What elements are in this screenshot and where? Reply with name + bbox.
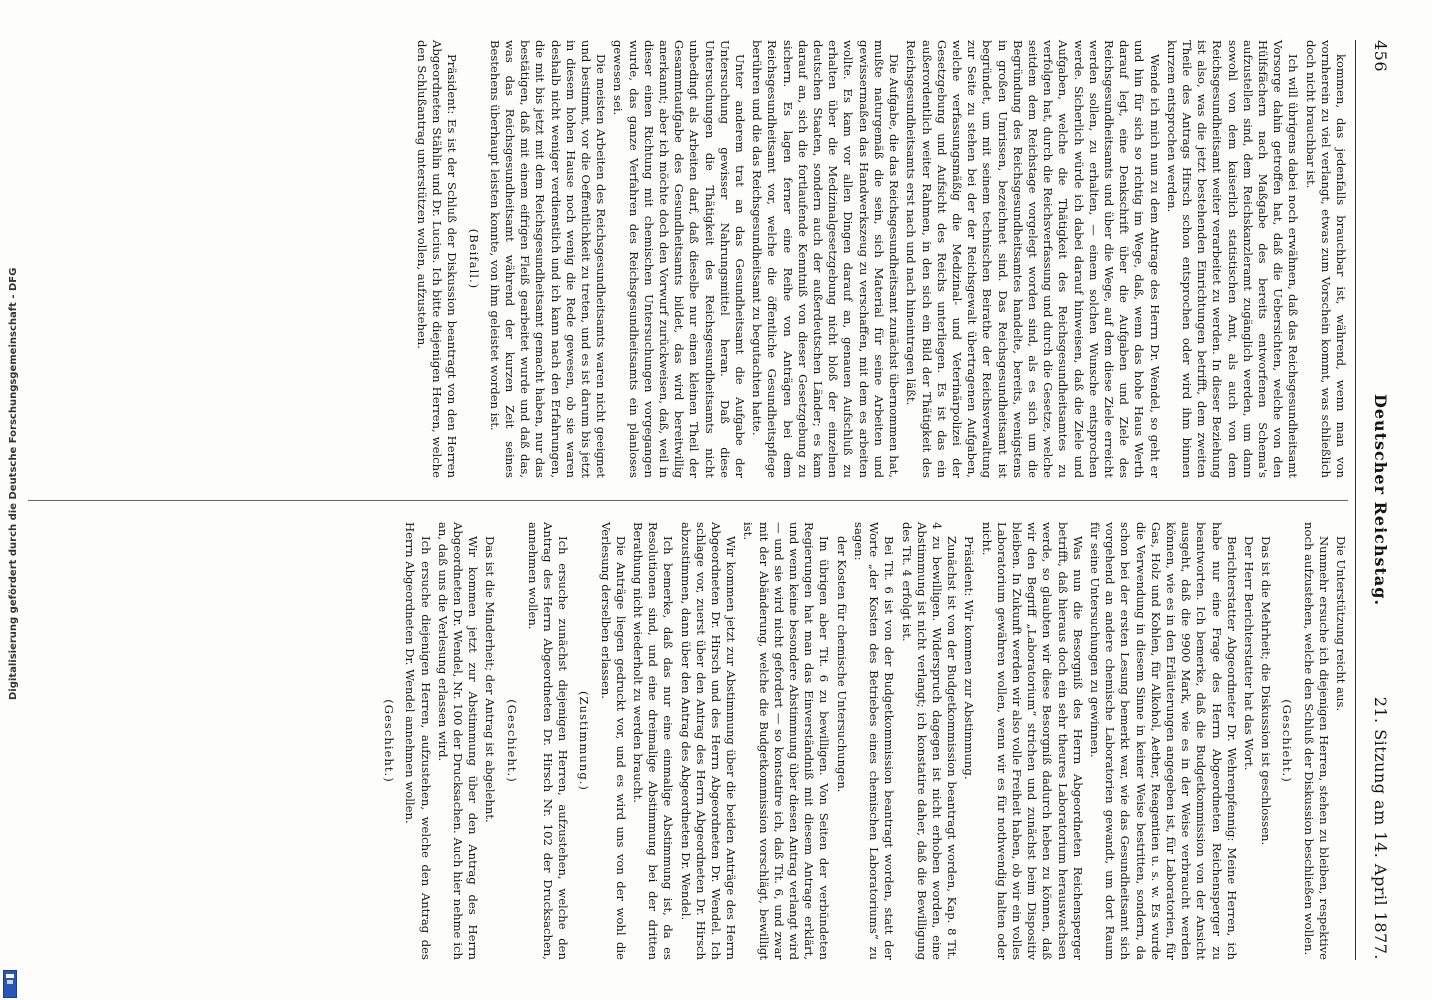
paragraph: Berichterstatter Abgeordneter Dr. Wehrenpfennig: Meine Herren, ich habe nur eine Frage des Herrn Abgeordneten Reichensperger zu beantworten. Ich bemerke, daß die Budgetkommission von der Ansicht ausgeht, daß die 9900 Mark, wie es in der Weise verbraucht werden können, wie es in den Erläuterungen angegeben ist, für Laboratorien, für Gas, Holz und Kohlen, für Alkohol, Aether, Reagentien u. s. w. Es wurde die Verwendung in diesem Sinne in keiner Weise bestritten, sondern, da schon bei der ersten Lesung bemerkt war, wie das Gesundheitsamt sich vorgehend an andere chemische Laboratorien gewandt, um dort Raum für seine Untersuchungen zu gewinnen. — [1087, 522, 1239, 960]
stage-direction: (Geschieht.) — [1280, 699, 1295, 783]
stage-direction: (Geschieht.) — [504, 699, 519, 783]
publication-title: Deutscher Reichstag. — [1371, 393, 1390, 607]
paragraph: Im übrigen aber Tit. 6 zu bewilligen. Von Seiten der verbündeten Regierungen hat man das Einverständniß mit diesem Antrage erklärt, und wenn keine besondere Abstimmung über diesen Antrag verlangt wird — und sie wird nicht gefordert — so konstatire ich, daß Tit. 6, und zwar mit der Abänderung, welche die Budgetkommission vorschlägt, bewilligt ist. — [741, 522, 832, 960]
paragraph: Zunächst ist von der Budgetkommission beantragt worden, Kap. 8 Tit. 4 zu bewilligen. Widerspruch dagegen ist nicht erhoben worden, eine Abstimmung ist nicht verlangt; ich konstatire daher, daß die Bewilligung des Tit. 4 erfolgt ist. — [899, 522, 960, 960]
stage-direction: (Zustimmung.) — [577, 691, 592, 791]
dfg-logo — [3, 970, 17, 998]
left-text-column — [412, 40, 1348, 478]
paragraph: Wir kommen jetzt zur Abstimmung über den Antrag des Herrn Abgeordneten Dr. Wendel, Nr. 100 der Drucksachen. Auch hier nehme ich an, daß uns die Verlesung erlassen wird. — [435, 522, 481, 960]
digitization-credit: Digitalisierung gefördert durch die Deutsche Forschungsgemeinschaft - DFG — [8, 267, 19, 700]
paragraph: Die Aufgabe, die das Reichsgesundheitsamt zunächst übernommen hat, mußte naturgemäß die sein, sich Material für seine Arbeiten und gewissermaßen das Handwerkszeug zu verschaffen, mit dem es arbeiten wollte. Es kam vor allen Dingen darauf an, genauen Aufschluß zu erhalten über die Medizinalgesetzgebung nicht bloß der einzelnen deutschen Staaten, sondern auch der außerdeutschen Länder; es kam darauf an, sich die fortlaufende Kenntniß von dieser Gesetzgebung zu sichern. Es lagen ferner eine Reihe von Anträgen bei dem Reichsgesundheitsamt vor, welche die öffentliche Gesundheitspflege berühren und die das Reichsgesundheitsamt zu begutachten hatte. — [750, 40, 902, 478]
page-header — [1356, 40, 1390, 960]
paragraph: Präsident: Es ist der Schluß der Diskussion beantragt von den Herren Abgeordneten Stählin und Dr. Lucius. Ich bitte diejenigen Herren, welche den Schlußantrag unterstützen wollen, aufzustehen. — [415, 40, 460, 478]
paragraph: Ich ersuche diejenigen Herren, aufzustehen, welche den Antrag des Herrn Abgeordneten Dr. Wendel annehmen wollen. — [403, 522, 433, 960]
paragraph: Wende ich mich nun zu dem Antrage des Herrn Dr. Wendel, so geht er und hin für sich so richtig im Wege, daß, wenn das hohe Haus Werth darauf legt, eine Denkschrift über die Aufgaben und Ziele des Reichsgesundheitsamts und über die Wege, auf dem diese Ziele erreicht werden sollen, zu erhalten, — einem solchen Wunsche entsprochen werde. Sicherlich würde ich dabei darauf hinweisen, daß die Ziele und Aufgaben, welche die Thätigkeit des Reichsgesundheitsamtes zu verfolgen hat, durch die Reichsverfassung und durch die Gesetze, welche seitdem dem Reichstage vorgelegt worden sind, als es sich um die Begründung des Reichsgesundheitsamtes handelte, bereits, wenigstens in großen Umrissen, bezeichnet sind. Das Reichsgesundheitsamt ist begründet, um mit seinem technischen Beirathe der Reichsverwaltung zur Seite zu stehen bei der der Reichsgewalt übertragenen Aufgaben, welche verfassungsmäßig die Medizinal- und Veterinärpolizei der Gesetzgebung und Aufsicht des Reichs unterliegen. Es ist das ein außerordentlich weiter Rahmen, in den sich ein Bild der Thätigkeit des Reichsgesundheitsamts erst nach und nach hineintragen läßt. — [904, 40, 1162, 478]
paragraph: Was nun die Besorgniß des Herrn Abgeordneten Reichensperger betrifft, daß hieraus doch ein sehr theures Laboratorium herauswachsen werde, so glaubten wir diese Besorgniß dadurch heben zu können, daß wir den Begriff „Laboratorium“ strichen und zunächst beim Dispositiv bleiben. In Zukunft werden wir also volle Freiheit haben, ob wir ein volles Laboratorium gewähren wollen, wenn wir es für nothwendig halten oder nicht. — [979, 522, 1085, 960]
stage-direction: (Beifall.) — [466, 228, 481, 290]
paragraph: Wir kommen jetzt zur Abstimmung über die beiden Anträge des Herrn Abgeordneten Dr. Hirsch und des Herrn Abgeordneten Dr. Wendel. Ich schlage vor, zuerst über den Antrag des Herrn Abgeordneten Dr. Hirsch abzustimmen, dann über den Antrag des Abgeordneten Dr. Wendel. — [678, 522, 739, 960]
page-number: 456 — [1371, 40, 1390, 73]
column-divider — [28, 500, 1348, 501]
paragraph: Nunmehr ersuche ich diejenigen Herren, stehen zu bleiben, respektive noch aufzustehen, welche den Schluß der Diskussion beschließen wollen. — [1301, 522, 1331, 960]
paragraph: Das ist die Mehrheit; die Diskussion ist geschlossen. — [1259, 536, 1274, 846]
paragraph: Ich bemerke, daß das nur eine einmalige Abstimmung ist, da es Resolutionen sind, und eine dreimalige Abstimmung bei der dritten Berathung nicht wiederholt zu werden braucht. — [631, 522, 676, 960]
paragraph: Der Herr Berichterstatter hat das Wort. — [1241, 536, 1256, 771]
paragraph: der Kosten für chemische Untersuchungen. — [834, 536, 849, 793]
paragraph: Das ist die Minderheit; der Antrag ist abgelehnt. — [483, 536, 498, 823]
header-rule — [1355, 40, 1356, 960]
paragraph: Ich ersuche zunächst diejenigen Herren, aufzustehen, welche den Antrag des Herrn Abgeordneten Dr. Hirsch Nr. 102 der Drucksachen, annehmen wollen. — [525, 522, 571, 960]
stage-direction: (Geschieht.) — [382, 699, 397, 783]
session-date: 21. Sitzung am 14. April 1877. — [1371, 696, 1390, 960]
paragraph: Präsident: Wir kommen zur Abstimmung. — [962, 536, 977, 780]
paragraph: Unter anderem trat an das Gesundheitsamt die Aufgabe der Untersuchung gewisser Nahrungsmittel heran. Daß diese Untersuchungen die Thätigkeit des Reichsgesundheitsamts nicht unbedingt als Arbeiten darf, daß dieselbe nur einen kleinen Theil der Gesammtaufgabe des Gesundheitsamts bildet, das wird bereitwillig anerkannt; aber ich möchte doch den Vorwurf zurückweisen, daß, weil in dieser einen Richtung mit chemischen Untersuchungen vorgegangen wurde, das ganze Verfahren des Reichsgesundheitsamts ein planloses gewesen sei. — [611, 40, 748, 478]
right-text-column — [375, 522, 1348, 960]
paragraph: Die Unterstützung reicht aus. — [1334, 536, 1348, 712]
paragraph: Die meisten Arbeiten des Reichsgesundheitsamts waren nicht geeignet und bestimmt, vor die Oeffentlichkeit zu treten, und es ist darum bis jetzt in diesem hohen Hause noch wenig die Rede gewesen, ob sie waren deshalb nicht weniger verdienstlich und ich kann nach den Erfahrungen, die mit bis jetzt mit dem Reichsgesundheitsamt gemacht haben, nur das bestätigen, daß mit einem eifrigen Fleiß gearbeitet wurde und daß das, was das Reichsgesundheitsamt während der kurzen Zeit seines Bestehens überhaupt leisten konnte, von ihm geleistet worden ist. — [487, 40, 609, 478]
paragraph: Die Anträge liegen gedruckt vor, und es wird uns von der wohl die Verlesung derselben erlassen. — [598, 522, 628, 960]
paragraph: Ich will übrigens dabei noch erwähnen, daß das Reichsgesundheitsamt Vorsorge dahin getroffen hat, daß die Uebersichten, welche von den Hülfsfächern nach Maßgabe des bereits entworfenen Schema's aufzustellen sind, dem Reichskanzleramt zugänglich werden, um dann sowohl von dem kaiserlich statistischen Amt, als auch von dem Reichsgesundheitsamt weiter verarbeitet zu werden. In dieser Beziehung ist also, was die jetzt bestehenden Einrichtungen betrifft, dem zweiten Theile des Antrags Hirsch schon entsprochen oder wird ihm binnen kurzem entsprochen werden. — [1164, 40, 1301, 478]
paragraph: Bei Tit. 6 ist von der Budgetkommission beantragt worden, statt der Worte „der Kosten des Betriebes eines chemischen Laboratoriums“ zu sagen: — [851, 522, 897, 960]
paragraph: kommen, das jedenfalls brauchbar ist, während, wenn man von vornherein zu viel verlangt, etwas zum Vorschein kommt, was schließlich doch nicht brauchbar ist. — [1303, 40, 1348, 478]
